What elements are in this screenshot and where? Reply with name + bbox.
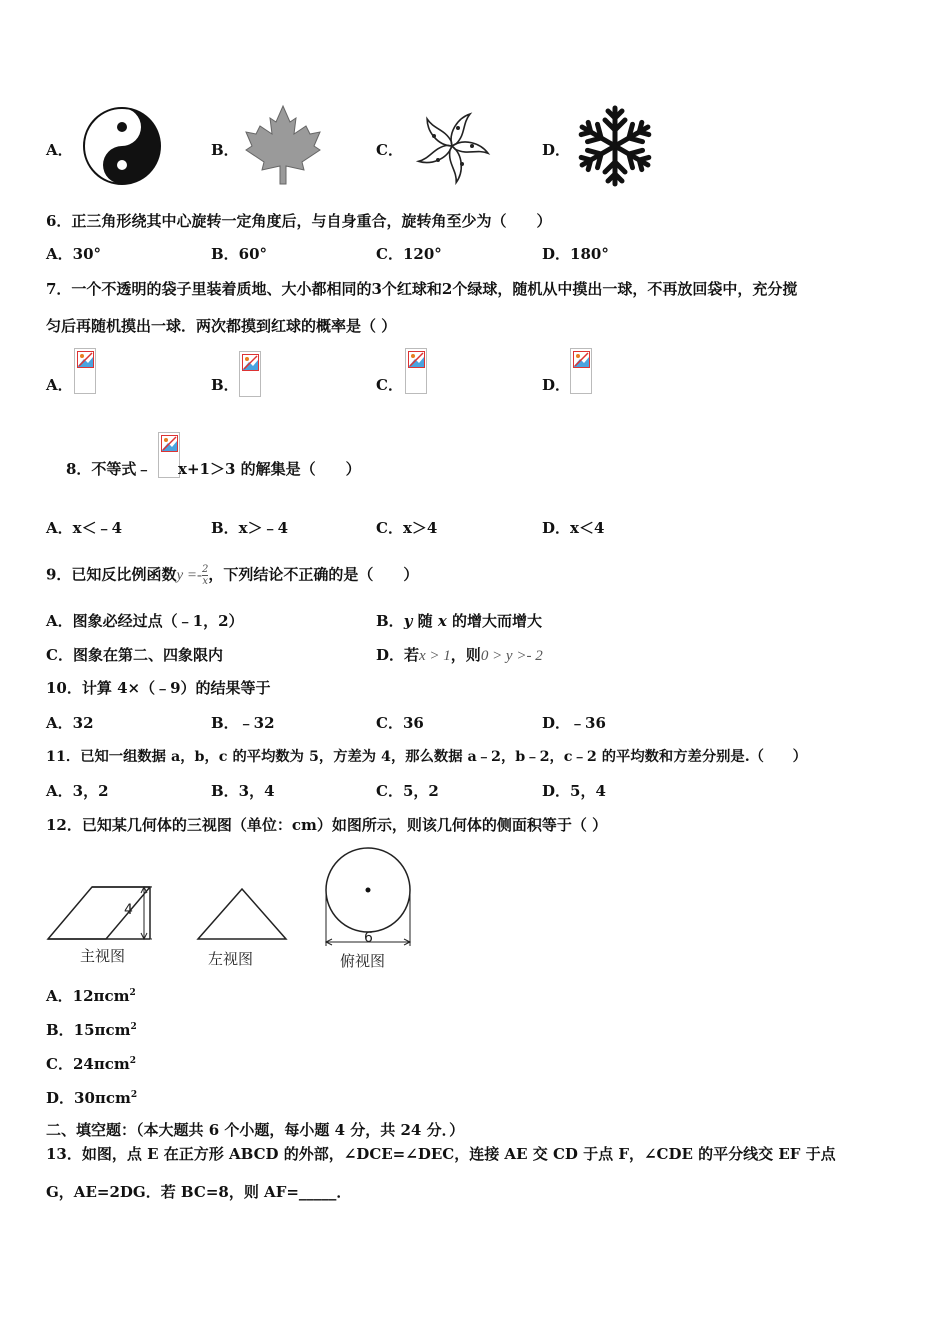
bauhinia-flower-icon bbox=[402, 100, 502, 190]
q12-stem: 12．已知某几何体的三视图（单位：cm）如图所示，则该几何体的侧面积等于（ ） bbox=[46, 816, 608, 834]
q10-option-a: A．32 bbox=[46, 714, 94, 732]
q12-option-a-sup: 2 bbox=[129, 988, 136, 998]
q10-stem: 10．计算 4×（﹣9）的结果等于 bbox=[46, 679, 271, 697]
q5-option-a-label: A． bbox=[46, 141, 73, 159]
q12-option-d bbox=[46, 1085, 137, 1108]
q9-option-b-end: 的增大而增大 bbox=[446, 612, 543, 630]
q13-stem-line2: G，AE=2DG．若 BC=8，则 AF=_____． bbox=[46, 1183, 352, 1201]
q12-option-a-text: A．12πcm bbox=[46, 987, 130, 1005]
left-view-caption: 左视图 bbox=[208, 950, 254, 968]
q11-option-d: D．5，4 bbox=[542, 782, 606, 800]
q8-option-c: C．x＞4 bbox=[376, 519, 438, 537]
q9-option-b-y: y bbox=[403, 612, 413, 630]
top-view-caption: 俯视图 bbox=[340, 952, 386, 970]
q9-option-d-mid: ，则 bbox=[450, 646, 481, 664]
q9-option-d-condition: x > 1 bbox=[419, 648, 451, 664]
broken-image-icon bbox=[239, 351, 261, 397]
q5-option-c-label: C． bbox=[376, 141, 403, 159]
dimension-width-label: 6 bbox=[364, 930, 373, 946]
q12-option-d-text: D．30πcm bbox=[46, 1089, 131, 1107]
q12-option-c-text: C．24πcm bbox=[46, 1055, 130, 1073]
broken-image-icon bbox=[405, 348, 427, 394]
q11-option-b: B．3，4 bbox=[211, 782, 275, 800]
q9-option-d-prefix: D．若 bbox=[376, 646, 420, 664]
q11-option-a: A．3，2 bbox=[46, 782, 109, 800]
q8-option-b: B．x＞﹣4 bbox=[211, 519, 289, 537]
q7-option-b: B． bbox=[211, 376, 239, 394]
dimension-height-label: 4 bbox=[124, 902, 133, 918]
q9-fraction-numerator: 2 bbox=[201, 564, 209, 575]
maple-leaf-icon bbox=[240, 100, 326, 188]
q6-option-c: C．120° bbox=[376, 245, 442, 263]
q6-stem: 6．正三角形绕其中心旋转一定角度后，与自身重合，旋转角至少为（ ） bbox=[46, 212, 552, 230]
q12-option-c bbox=[46, 1051, 136, 1074]
front-view-shape bbox=[48, 887, 150, 939]
q9-option-a: A．图象必经过点（﹣1，2） bbox=[46, 612, 244, 630]
q12-option-b-sup: 2 bbox=[130, 1022, 137, 1032]
q9-option-b-prefix: B． bbox=[376, 612, 404, 630]
q9-formula-lhs: y =- bbox=[176, 567, 202, 584]
q10-option-d: D．﹣36 bbox=[542, 714, 606, 732]
q7-option-a: A． bbox=[46, 376, 73, 394]
q12-option-b bbox=[46, 1017, 137, 1040]
q7-stem-line1: 7．一个不透明的袋子里装着质地、大小都相同的3个红球和2个绿球，随机从中摸出一球，不再放回袋中，充分搅 bbox=[46, 280, 798, 298]
section-heading: 二、填空题：（本大题共 6 个小题，每小题 4 分，共 24 分．） bbox=[46, 1121, 465, 1139]
q9-stem-after: ，下列结论不正确的是（ ） bbox=[208, 565, 419, 584]
broken-image-icon bbox=[74, 348, 96, 394]
q10-option-c: C．36 bbox=[376, 714, 424, 732]
q6-option-b: B．60° bbox=[211, 245, 268, 263]
q8-stem-after: x+1＞3 的解集是（ ） bbox=[178, 460, 361, 478]
q9-option-b-mid: 随 bbox=[412, 612, 438, 630]
q9-stem-before: 9．已知反比例函数 bbox=[46, 565, 177, 584]
broken-image-icon bbox=[158, 432, 180, 478]
q11-stem: 11．已知一组数据 a，b，c 的平均数为 5，方差为 4，那么数据 a﹣2，b﹣2，c﹣2 的平均数和方差分别是.（ ） bbox=[46, 749, 807, 765]
q7-option-d: D． bbox=[542, 376, 571, 394]
q6-option-a: A．30° bbox=[46, 245, 102, 263]
q5-option-b-label: B． bbox=[211, 141, 239, 159]
q10-option-b: B．﹣32 bbox=[211, 714, 275, 732]
q12-option-a bbox=[46, 983, 136, 1006]
q7-stem-line2: 匀后再随机摸出一球．两次都摸到红球的概率是（ ） bbox=[46, 317, 397, 335]
yin-yang-icon bbox=[76, 100, 168, 190]
q11-option-c: C．5，2 bbox=[376, 782, 439, 800]
broken-image-icon bbox=[570, 348, 592, 394]
q7-option-c: C． bbox=[376, 376, 403, 394]
q9-option-b bbox=[376, 611, 542, 631]
q12-option-c-sup: 2 bbox=[129, 1056, 137, 1066]
q6-option-d: D．180° bbox=[542, 245, 609, 263]
q13-stem-line1: 13．如图，点 E 在正方形 ABCD 的外部，∠DCE=∠DEC，连接 AE 交 CD 于点 F，∠CDE 的平分线交 EF 于点 bbox=[46, 1145, 836, 1163]
q8-option-d: D．x＜4 bbox=[542, 519, 605, 537]
q9-option-d-result: 0 > y >- 2 bbox=[480, 648, 543, 664]
q9-option-b-x: x bbox=[437, 612, 447, 630]
q5-option-d-label: D． bbox=[542, 141, 571, 159]
q9-option-d bbox=[376, 645, 543, 666]
snowflake-icon bbox=[570, 100, 660, 190]
q8-option-a: A．x＜﹣4 bbox=[46, 519, 123, 537]
q9-option-c: C．图象在第二、四象限内 bbox=[46, 646, 223, 664]
q8-stem-before: 8．不等式﹣ bbox=[66, 460, 152, 478]
q9-stem bbox=[46, 564, 418, 587]
q9-fraction-denominator: x bbox=[202, 576, 208, 587]
q12-option-b-text: B．15πcm bbox=[46, 1021, 131, 1039]
q12-option-d-sup: 2 bbox=[130, 1090, 138, 1100]
front-view-caption: 主视图 bbox=[80, 947, 126, 965]
left-view-shape bbox=[198, 889, 286, 939]
